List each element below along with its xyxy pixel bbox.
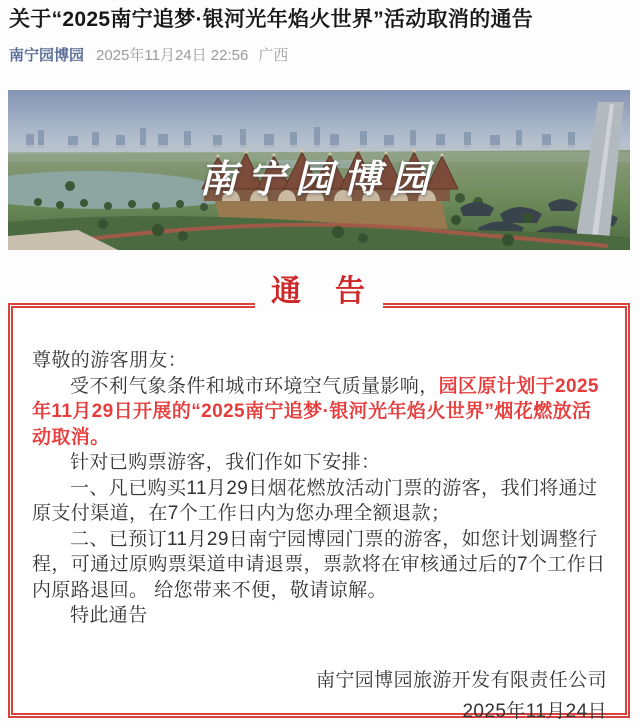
cancellation-highlight-text: 园区原计划于2025年11月29日开展的“2025南宁追梦·银河光年焰火世界”烟花燃放活动取消。	[32, 375, 599, 448]
notice-body	[13, 308, 625, 727]
signature-date: 2025年11月24日	[462, 700, 607, 722]
banner-image	[8, 90, 630, 250]
signature-block	[32, 665, 609, 727]
article-title: 关于“2025南宁追梦·银河光年焰火世界”活动取消的通告	[9, 8, 534, 31]
publish-location: 广西	[258, 47, 289, 64]
park-aerial-illustration	[8, 90, 630, 250]
account-name-link[interactable]: 南宁园博园	[9, 47, 85, 64]
signature-company: 南宁园博园旅游开发有限责任公司	[315, 669, 607, 691]
salutation: 尊敬的游客朋友：	[32, 350, 188, 371]
closing-line: 特此通告	[70, 605, 148, 626]
intro-paragraph	[32, 374, 609, 451]
notice-heading: 通 告	[255, 271, 383, 312]
notice-box	[8, 275, 630, 722]
publish-time: 2025年11月24日 22:56	[96, 47, 249, 64]
banner-overlay-text: 南宁园博园	[198, 156, 439, 201]
byline	[9, 47, 629, 65]
refund-item-2: 二、已预订11月29日南宁园博园门票的游客，如您计划调整行程，可通过原购票渠道申请退票，票款将在审核通过后的7个工作日内原路退回。 给您带来不便，敬请谅解。	[32, 528, 606, 601]
refund-item-1: 一、凡已购买11月29日烟花燃放活动门票的游客，我们将通过原支付渠道，在7个工作日内为您办理全额退款；	[32, 477, 598, 524]
arrangement-lead: 针对已购票游客，我们作如下安排：	[70, 452, 381, 473]
intro-normal-text: 受不利气象条件和城市环境空气质量影响，	[70, 375, 439, 397]
